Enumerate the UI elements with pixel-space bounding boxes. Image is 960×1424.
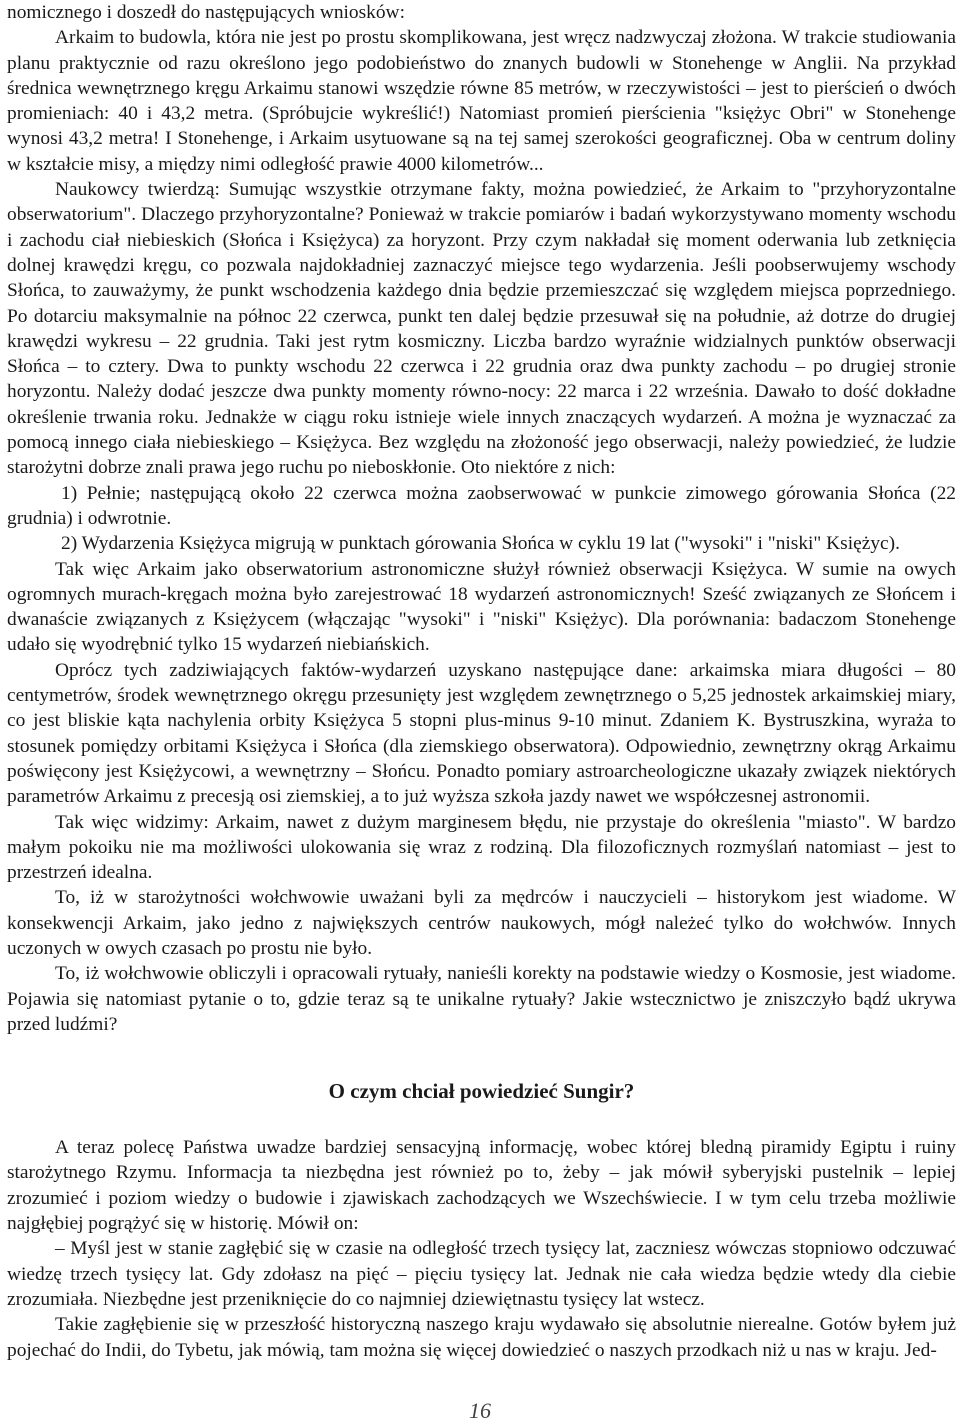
document-page xyxy=(7,0,956,1363)
paragraph-not-a-city: Tak więc widzimy: Arkaim, nawet z dużym marginesem błędu, nie przystaje do określenia "miasto". W bardzo małym pokoiku nie ma możliwości ulokowania się wraz z rodziną. Dla filozoficznych rozmyślań natomiast – jest to przestrzeń idealna. xyxy=(7,811,956,884)
paragraph-quote: – Myśl jest w stanie zagłębić się w czasie na odległość trzech tysięcy lat, zaczniesz wówczas stopniowo odczuwać wiedzę trzech tysięcy lat. Gdy zdołasz na pięć – pięciu tysięcy lat. Jednak nie cała wiedza będzie wtedy dla ciebie zrozumiała. Niezbędne jest przeniknięcie do co najmniej dziewiętnastu tysięcy lat wstecz. xyxy=(7,1238,956,1310)
section-1 xyxy=(7,0,956,1037)
list-item-1: 1) Pełnie; następującą około 22 czerwca można zaobserwować w punkcie zimowego górowania Słońca (22 grudnia) i odwrotnie. xyxy=(7,482,956,529)
paragraph-continuation: nomicznego i doszedł do następujących wniosków: xyxy=(7,2,405,23)
section-2 xyxy=(7,1135,956,1363)
paragraph-moon-observation: Tak więc Arkaim jako obserwatorium astronomiczne służył również obserwacji Księżyca. W sumie na owych ogromnych murach-kręgach można było zarejestrować 18 wydarzeń astronomicznych! Sześć związanych ze Słońcem i dwanaście związanych z Księżycem (włączając "wysoki" i "niski" Księżyc). Dla porównania: badaczom Stonehenge udało się wyodrębnić tylko 15 wydarzeń niebiańskich. xyxy=(7,558,956,656)
paragraph-arkaim-structure: Arkaim to budowla, która nie jest po prostu skomplikowana, jest wręcz nadzwyczaj złożona. W trakcie studiowania planu praktycznie od razu określono jego podobieństwo do znanych budowli w Stonehenge w Anglii. Na przykład średnica wewnętrznego kręgu Arkaimu stanowi wszędzie równe 85 metrów, w rzeczywistości – jest to pierścień o dwóch promieniach: 40 i 43,2 metra. (Spróbujcie wykreślić!) Natomiast promień pierścienia "księżyc Obri" w Stonehenge wynosi 43,2 metra! I Stonehenge, i Arkaim usytuowane są na tej samej szerokości geograficznej. Oba w centrum doliny w kształcie misy, a między nimi odległość prawie 4000 kilometrów... xyxy=(7,27,956,175)
list-item-2: 2) Wydarzenia Księżyca migrują w punktach górowania Słońca w cyklu 19 lat ("wysoki" i "niski" Księżyc). xyxy=(61,533,900,555)
paragraph-sensational-info: A teraz polecę Państwa uwadze bardziej sensacyjną informację, wobec której bledną piramidy Egiptu i ruiny starożytnego Rzymu. Informacja ta niezbędna jest również po to, żeby – jak mówił syberyjski pustelnik – lepiej zrozumieć i poziom wiedzy o budowie i zjawiskach zachodzących we Wszechświecie. I w tym celu trzeba możliwie najgłębiej pogrążyć się w historię. Mówił on: xyxy=(7,1137,956,1235)
section-heading: O czym chciał powiedzieć Sungir? xyxy=(328,1079,635,1104)
paragraph-measurements: Oprócz tych zadziwiających faktów-wydarzeń uzyskano następujące dane: arkaimska miara długości – 80 centymetrów, środek wewnętrznego okręgu przesunięty jest względem zewnętrznego o 5,25 jednostek arkaimskiej miary, co jest bliskie kąta nachylenia orbity Księżyca 5 stopni plus-minus 9-10 minut. Zdaniem K. Bystruszkina, wyraża to stosunek pomiędzy orbitami Księżyca i Słońca (dla ziemskiego obserwatora). Odpowiednio, zewnętrzny okrąg Arkaimu poświęcony jest Księżycowi, a wewnętrzny – Słońcu. Ponadto pomiary astroarcheologiczne ukazały związek niektórych parametrów Arkaimu z precesją osi ziemskiej, a to już wyższa szkoła jazdy nawet we współczesnej astronomii. xyxy=(7,659,956,808)
page-number: 16 xyxy=(469,1398,491,1423)
paragraph-rituals: To, iż wołchwowie obliczyli i opracowali rytuały, nanieśli korekty na podstawie wiedzy o Kosmosie, jest wiadome. Pojawia się natomiast pytanie o to, gdzie teraz są te unikalne rytuały? Jakie wstecznictwo je zniszczyło bądź ukrywa przed ludźmi? xyxy=(7,963,956,1035)
paragraph-history-immersion: Takie zagłębienie się w przeszłość historyczną naszego kraju wydawało się absolutnie nierealne. Gotów byłem już pojechać do Indii, do Tybetu, jak mówią, tam można się więcej dowiedzieć o naszych przodkach niż u nas w kraju. Jed- xyxy=(7,1314,956,1361)
paragraph-observatory: Naukowcy twierdzą: Sumując wszystkie otrzymane fakty, można powiedzieć, że Arkaim to "przyhoryzontalne obserwatorium". Dlaczego przyhoryzontalne? Ponieważ w trakcie pomiarów i badań wykorzystywano momenty wschodu i zachodu ciał niebieskich (Słońca i Księżyca) za horyzont. Przy czym nakładał się moment oderwania lub zetknięcia dolnej krawędzi kręgu, co pozwala najdokładniej zaznaczyć miejsce tego wydarzenia. Jeśli poobserwujemy wschody Słońca, to zauważymy, że punkt wschodzenia każdego dnia będzie przemieszczać się względem miejsca poprzedniego. Po dotarciu maksymalnie na północ 22 czerwca, punkt ten dalej będzie przesuwał się na południe, aż dotrze do drugiej krawędzi wykresu – 22 grudnia. Taki jest rytm kosmiczny. Liczba bardzo wyraźnie widzialnych punktów obserwacji Słońca – to cztery. Dwa to punkty wschodu 22 czerwca i 22 grudnia oraz dwa punkty zachodu – po drugiej stronie horyzontu. Należy dodać jeszcze dwa punkty momenty równo-nocy: 22 marca i 22 września. Dawało to dość dokładne określenie trwania roku. Jednakże w ciągu roku istnieje wiele innych znaczących wydarzeń. A można je wyznaczać za pomocą innego ciała niebieskiego – Księżyca. Bez względu na złożoność jego obserwacji, należy powiedzieć, że ludzie starożytni dobrze znali prawa jego ruchu po nieboskłonie. Oto niektóre z nich: xyxy=(7,179,956,479)
paragraph-volkhvs: To, iż w starożytności wołchwowie uważani byli za mędrców i nauczycieli – historykom jest wiadome. W konsekwencji Arkaim, jako jedno z największych centrów naukowych, mógł należeć tylko do wołchwów. Innych uczonych w owych czasach po prostu nie było. xyxy=(7,887,956,959)
